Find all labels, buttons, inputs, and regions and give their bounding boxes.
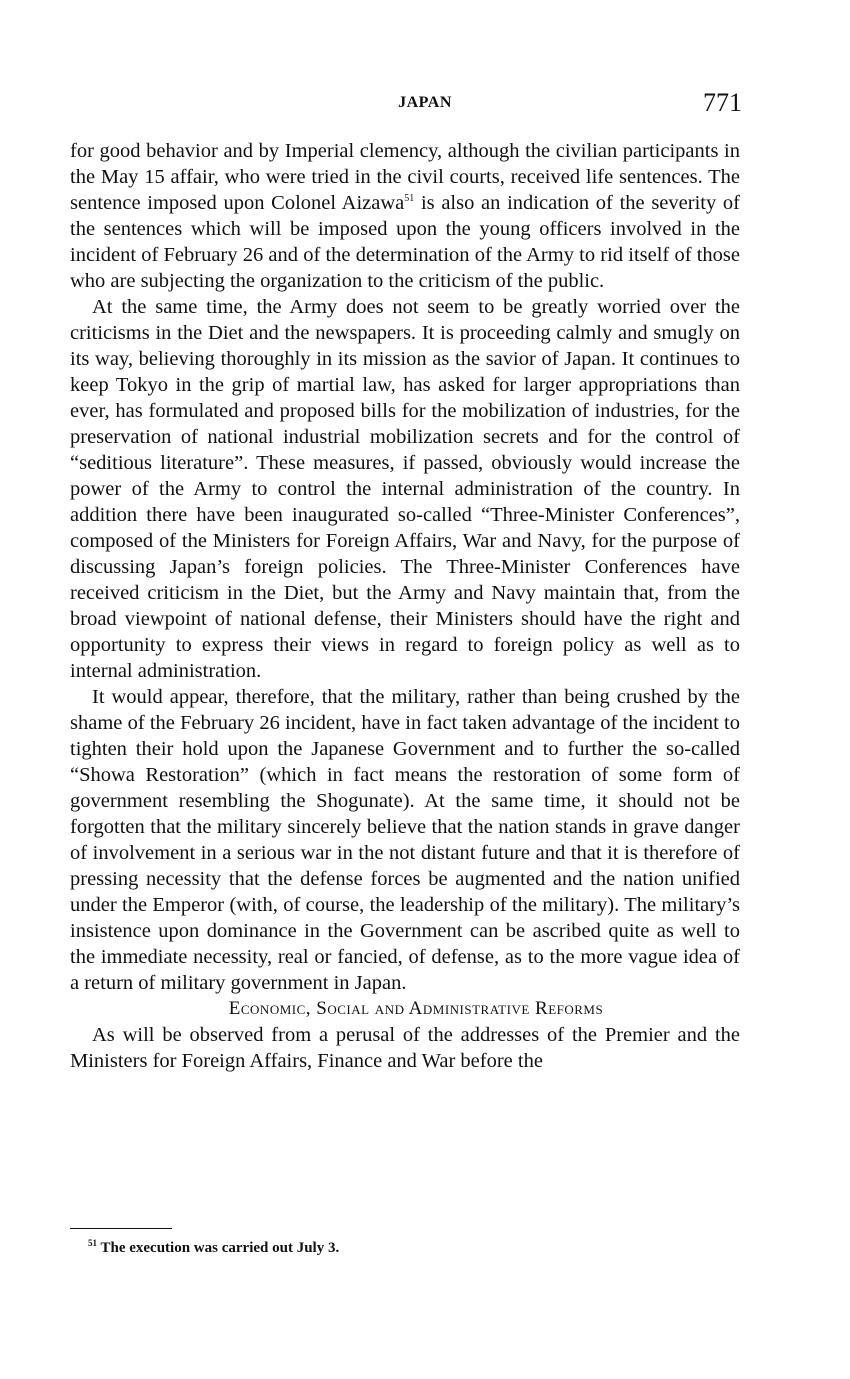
footnote-reference: 51	[404, 193, 415, 204]
footnote	[88, 1240, 339, 1257]
paragraph-2: At the same time, the Army does not seem to be greatly worried over the criticisms in the Diet and the newspapers. It is proceeding calmly and smugly on its way, believing thoroughly in its mission as the savior of Japan. It continues to keep Tokyo in the grip of martial law, has asked for larger appropriations than ever, has formulated and proposed bills for the mobilization of industries, for the preservation of national industrial mobilization secrets and for the control of “seditious literature”. These measures, if passed, obviously would increase the power of the Army to control the internal administration of the country. In addition there have been inaugurated so-called “Three-Minister Conferences”, composed of the Ministers for Foreign Affairs, War and Navy, for the purpose of discussing Japan’s foreign policies. The Three-Minister Conferences have received criticism in the Diet, but the Army and Navy maintain that, from the broad viewpoint of national defense, their Ministers should have the right and opportunity to express their views in regard to foreign policy as well as to internal administration.	[70, 296, 740, 682]
page-number: 771	[703, 88, 742, 117]
footnote-number: 51	[88, 1238, 97, 1248]
paragraph-3: It would appear, therefore, that the military, rather than being crushed by the shame of the February 26 incident, have in fact taken advantage of the incident to tighten their hold upon the Japanese Government and to further the so-called “Showa Restoration” (which in fact means the restoration of some form of government resembling the Shogunate). At the same time, it should not be forgotten that the military sincerely believe that the nation stands in grave danger of involvement in a serious war in the not distant future and that it is therefore of pressing necessity that the defense forces be augmented and the nation unified under the Emperor (with, of course, the leadership of the military). The military’s insistence upon dominance in the Government can be ascribed quite as well to the immediate necessity, real or fancied, of defense, as to the more vague idea of a return of military government in Japan.	[70, 686, 740, 994]
running-title: JAPAN	[398, 94, 452, 111]
paragraph-1-text-b: is also an indication of the severity of the sentences which will be imposed upon the young officers involved in the incident of February 26 and of the determination of the Army to rid itself of those who are subjecting the organization to the criticism of the public.	[70, 192, 741, 292]
paragraph-1-text-a: for good behavior and by Imperial clemency, although the civilian participants in the May 15 affair, who were tried in the civil courts, received life sentences. The sentence imposed upon Colonel Aizawa	[70, 140, 740, 214]
footnote-text: The execution was carried out July 3.	[97, 1240, 340, 1256]
running-head	[0, 88, 850, 124]
paragraph-1	[70, 138, 740, 294]
body-text	[70, 138, 740, 1074]
paragraph-4: As will be observed from a perusal of the addresses of the Premier and the Ministers for Foreign Affairs, Finance and War before the	[70, 1024, 740, 1072]
section-heading: Economic, Social and Administrative Reforms	[228, 998, 604, 1019]
footnote-rule	[70, 1228, 172, 1229]
